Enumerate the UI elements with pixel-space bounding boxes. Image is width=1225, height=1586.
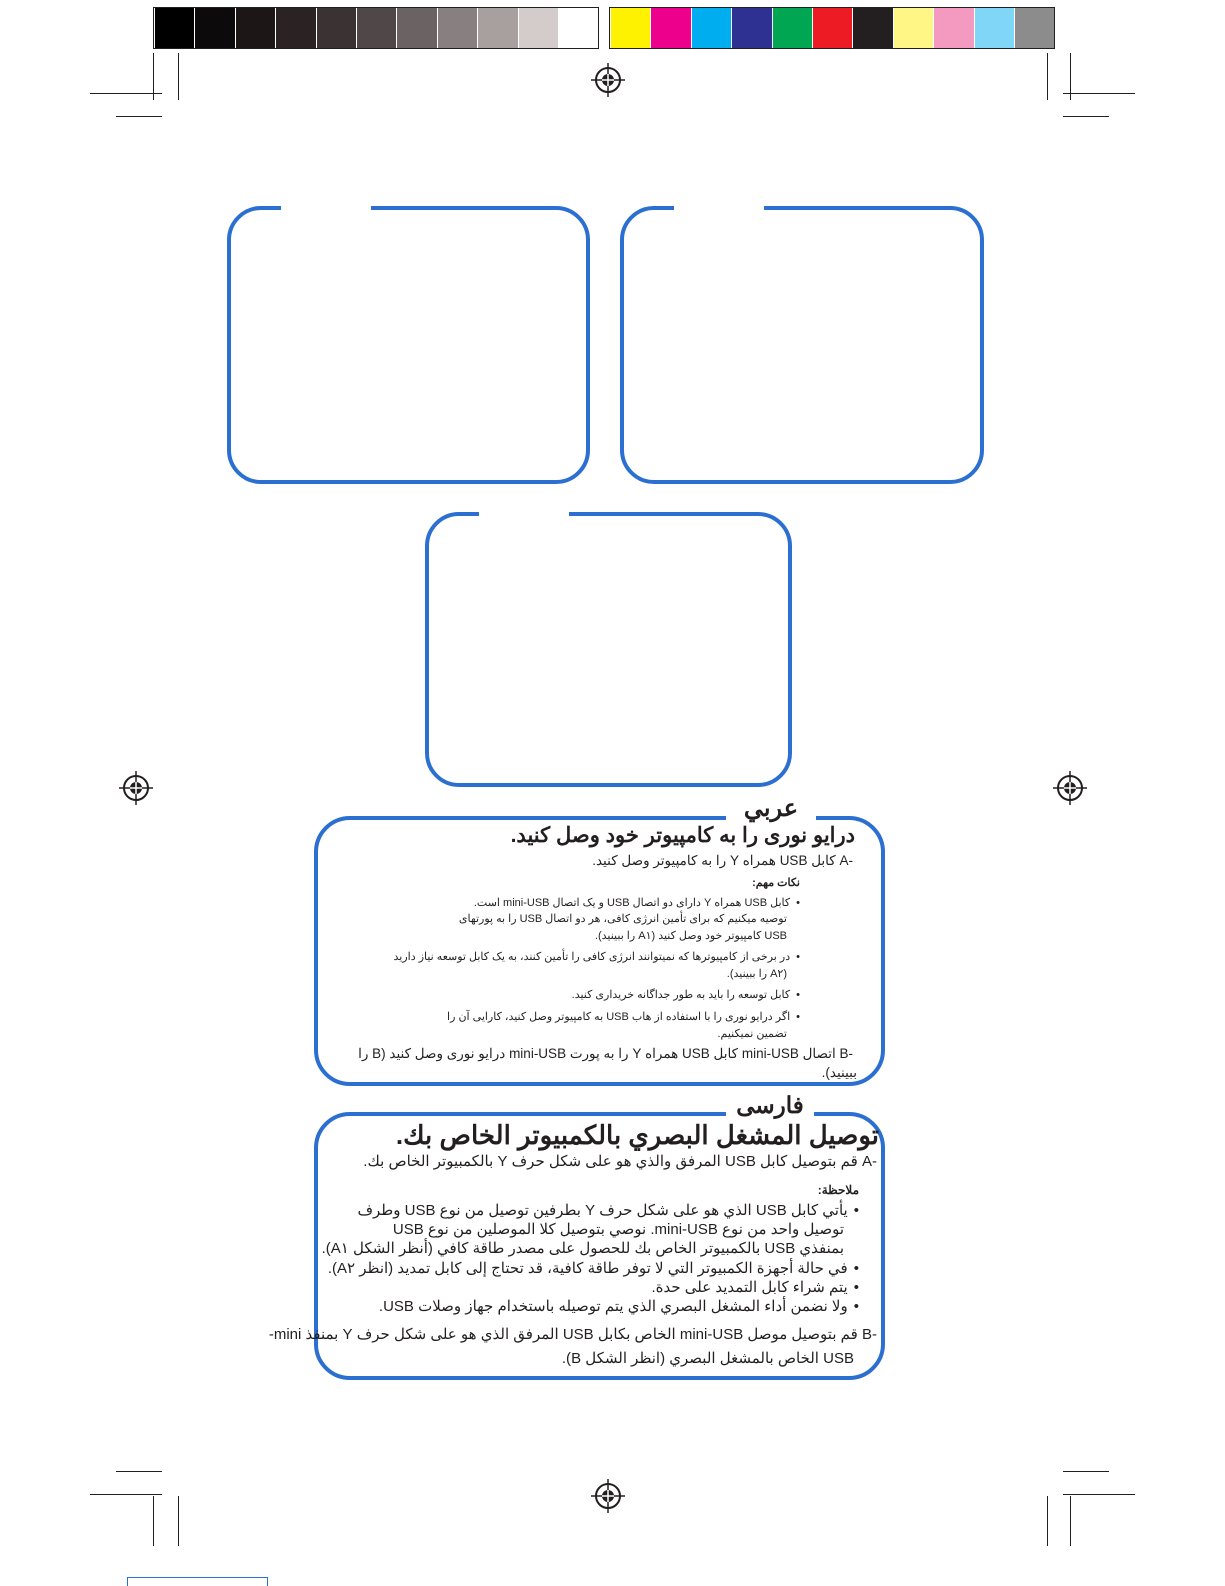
panel-tab-gap (281, 204, 371, 212)
section-tab-label: عربي (726, 794, 816, 824)
color-swatch (357, 8, 396, 48)
crop-mark (1063, 1471, 1109, 1472)
blank-panel-middle (425, 512, 792, 787)
registration-mark-icon (1053, 771, 1087, 805)
color-swatch (813, 8, 852, 48)
crop-mark (1070, 53, 1071, 100)
bullet-line: تضمین نمیکنیم. (717, 1028, 787, 1040)
color-swatch (853, 8, 892, 48)
bullet-line: توصیه میکنیم که برای تأمین انرژی کافی، هر دو اتصال USB را به پورتهای (458, 913, 787, 925)
bullet-line: • کابل USB همراه Y دارای دو اتصال USB و یک اتصال mini-USB است. (474, 896, 800, 909)
bullet-line: • ولا نضمن أداء المشغل البصري الذي يتم توصيله باستخدام جهاز وصلات USB. (379, 1297, 859, 1315)
bullet-line: • اگر درایو نوری را با استفاده از هاب USB به کامپیوتر وصل کنید، کارایی آن را (447, 1010, 800, 1023)
color-swatch (195, 8, 234, 48)
crop-mark (178, 1496, 179, 1546)
step-b: USB الخاص بالمشغل البصري (انظر الشكل B). (561, 1350, 854, 1367)
step-b: -B اتصال mini-USB کابل USB همراه Y را به پورت mini-USB درایو نوری وصل کنید (B را (358, 1046, 853, 1061)
step-a: -A قم بتوصيل كابل USB المرفق والذي هو على شكل حرف Y بالكمبيوتر الخاص بك. (363, 1153, 877, 1170)
crop-mark (1063, 1494, 1135, 1495)
bullet-line: • کابل توسعه را باید به طور جداگانه خریداری کنید. (572, 988, 800, 1001)
bullet-line: بمنفذي USB بالكمبيوتر الخاص بك للحصول على مصدر طاقة كافي (أنظر الشكل A۱). (321, 1240, 844, 1257)
color-swatch (397, 8, 436, 48)
step-b: -B قم بتوصيل موصل mini-USB الخاص بكابل USB المرفق الذي هو على شكل حرف Y بمنفذ mini- (268, 1326, 877, 1343)
color-swatch (975, 8, 1014, 48)
crop-mark (153, 53, 154, 100)
color-swatch (155, 8, 194, 48)
blank-panel-top-left (227, 206, 590, 484)
crop-mark (1070, 1496, 1071, 1546)
color-swatch (519, 8, 558, 48)
color-swatch (934, 8, 973, 48)
notes-heading: ملاحظة: (817, 1183, 859, 1197)
bullet-line: • در برخی از کامپیوترها که نمیتوانند انرژی کافی را تأمین کنند، به یک کابل توسعه نیاز دارید (394, 950, 800, 963)
section-title: توصيل المشغل البصري بالكمبيوتر الخاص بك. (395, 1120, 879, 1150)
crop-mark (1063, 93, 1135, 94)
bullet-line: USB کامپیوتر خود وصل کنید (A۱ را ببینید). (594, 930, 787, 942)
color-swatch (559, 8, 598, 48)
bullet-line: • يتم شراء كابل التمديد على حدة. (651, 1278, 859, 1296)
crop-mark (1063, 116, 1109, 117)
bullet-line: (A۲ را ببینید). (726, 968, 787, 980)
color-swatch (276, 8, 315, 48)
color-swatch (651, 8, 690, 48)
crop-mark (153, 1496, 154, 1546)
section-tab-label: فارسی (726, 1090, 814, 1120)
color-swatch (773, 8, 812, 48)
registration-mark-icon (591, 1479, 625, 1513)
color-swatch (438, 8, 477, 48)
step-a: -A کابل USB همراه Y را به کامپیوتر وصل کنید. (592, 853, 853, 868)
section-title: درایو نوری را به کامپیوتر خود وصل کنید. (510, 824, 855, 847)
crop-mark (178, 53, 179, 100)
bullet-line: توصيل واحد من نوع mini-USB. نوصي بتوصيل كلا الموصلين من نوع USB (392, 1221, 844, 1238)
step-b: ببینید). (821, 1065, 857, 1080)
color-swatch (611, 8, 650, 48)
color-swatch (1015, 8, 1054, 48)
color-swatch (692, 8, 731, 48)
color-swatch (732, 8, 771, 48)
notes-heading: نکات مهم: (752, 877, 800, 889)
crop-mark (116, 1471, 162, 1472)
bullet-line: • يأتي كابل USB الذي هو على شكل حرف Y بطرفين توصيل من نوع USB وطرف (357, 1201, 859, 1219)
crop-mark (90, 1494, 162, 1495)
panel-tab-gap (479, 510, 569, 518)
crop-mark (1047, 53, 1048, 100)
crop-mark (116, 116, 162, 117)
crop-mark (1047, 1496, 1048, 1546)
registration-mark-icon (119, 771, 153, 805)
bullet-line: • في حالة أجهزة الكمبيوتر التي لا توفر طاقة كافية، قد تحتاج إلى كابل تمديد (انظر A۲). (328, 1259, 859, 1277)
crop-mark (90, 93, 162, 94)
color-swatch (894, 8, 933, 48)
color-swatch (236, 8, 275, 48)
color-swatch (317, 8, 356, 48)
panel-tab-gap (674, 204, 764, 212)
registration-mark-icon (591, 63, 625, 97)
color-swatch (478, 8, 517, 48)
blank-panel-top-right (620, 206, 984, 484)
